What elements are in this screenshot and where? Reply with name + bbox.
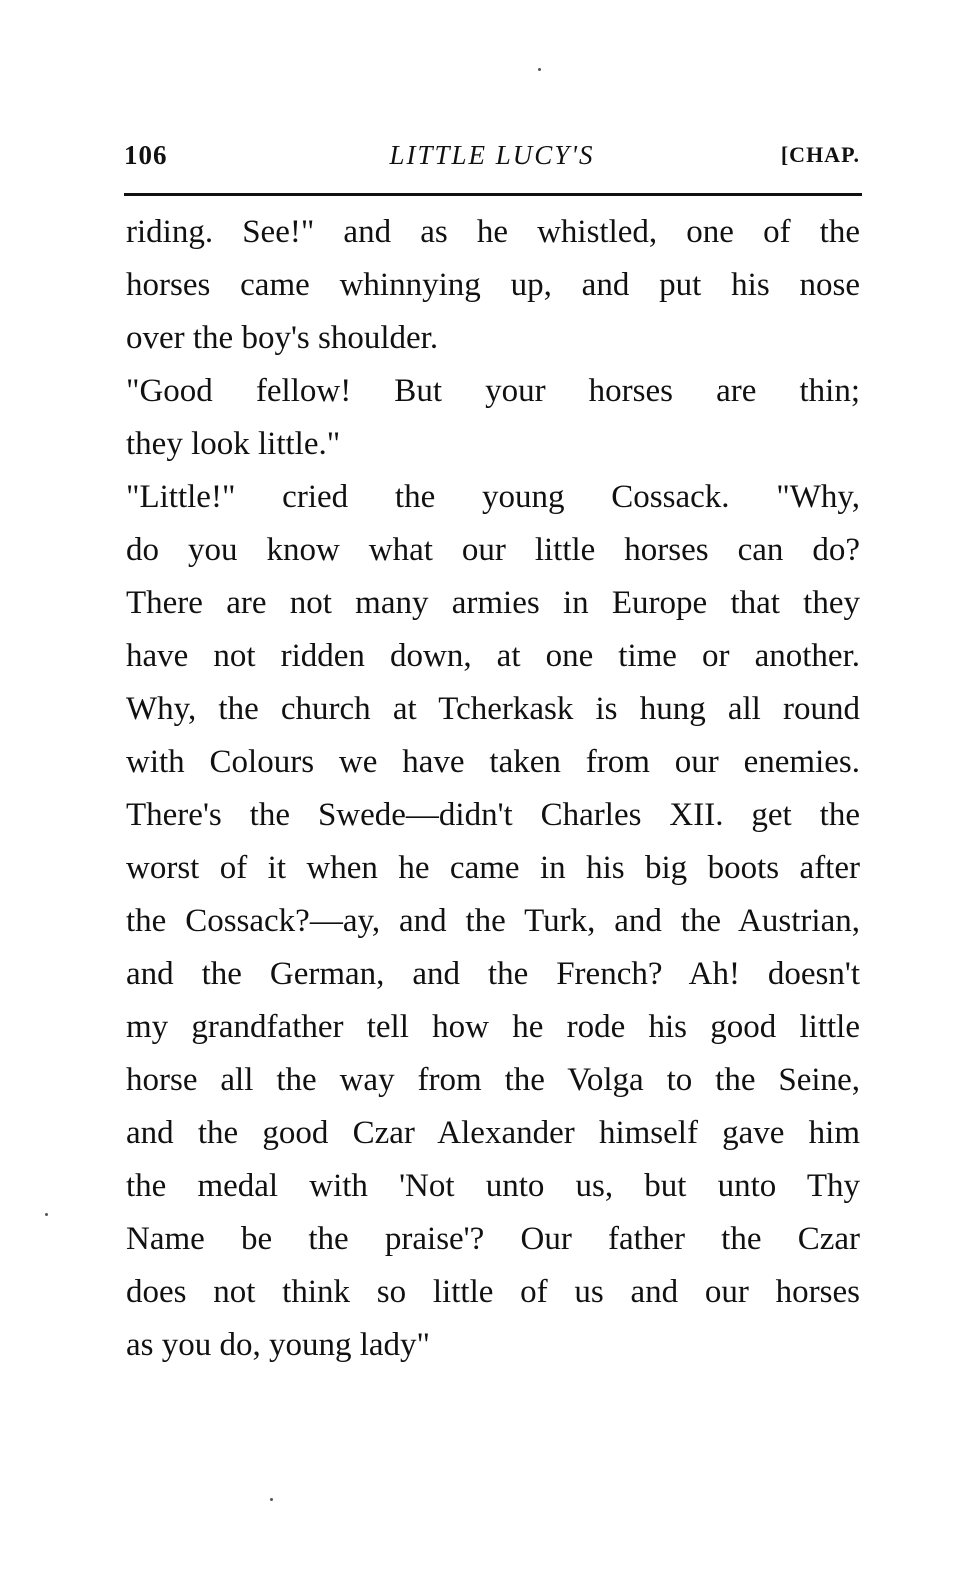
text-line: Why, the church at Tcherkask is hung all round: [126, 691, 860, 727]
text-line: Name be the praise'? Our father the Czar: [126, 1221, 860, 1257]
scan-speck: [45, 1213, 48, 1216]
text-line: my grandfather tell how he rode his good little: [126, 1009, 860, 1045]
text-line: the Cossack?—ay, and the Turk, and the Austrian,: [126, 903, 860, 939]
text-line: do you know what our little horses can do?: [126, 532, 860, 568]
text-line: "Good fellow! But your horses are thin;: [126, 373, 860, 409]
text-line: horse all the way from the Volga to the Seine,: [126, 1062, 860, 1098]
text-line: There are not many armies in Europe that they: [126, 585, 860, 621]
running-title: LITTLE LUCY'S: [389, 140, 595, 170]
scan-speck: [270, 1498, 273, 1501]
text-line: horses came whinnying up, and put his nose: [126, 267, 860, 303]
text-line: and the good Czar Alexander himself gave him: [126, 1115, 860, 1151]
text-line: the medal with 'Not unto us, but unto Thy: [126, 1168, 860, 1204]
text-line: they look little.": [126, 426, 341, 462]
text-line: as you do, young lady": [126, 1327, 431, 1363]
text-line: worst of it when he came in his big boots after: [126, 850, 860, 886]
body-text: [126, 206, 860, 1372]
text-line: over the boy's shoulder.: [126, 320, 439, 356]
text-line: There's the Swede—didn't Charles XII. get the: [126, 797, 860, 833]
text-line: "Little!" cried the young Cossack. "Why,: [126, 479, 860, 515]
text-line: with Colours we have taken from our enemies.: [126, 744, 860, 780]
text-line: does not think so little of us and our horses: [126, 1274, 860, 1310]
text-line: have not ridden down, at one time or another.: [126, 638, 860, 674]
text-line: riding. See!" and as he whistled, one of the: [126, 214, 860, 250]
page-number: 106: [124, 140, 168, 170]
scan-speck: [538, 68, 541, 71]
text-line: and the German, and the French? Ah! doesn't: [126, 956, 860, 992]
chapter-label: [CHAP.: [780, 142, 860, 167]
page-header: [124, 140, 860, 176]
header-rule: [124, 193, 862, 196]
